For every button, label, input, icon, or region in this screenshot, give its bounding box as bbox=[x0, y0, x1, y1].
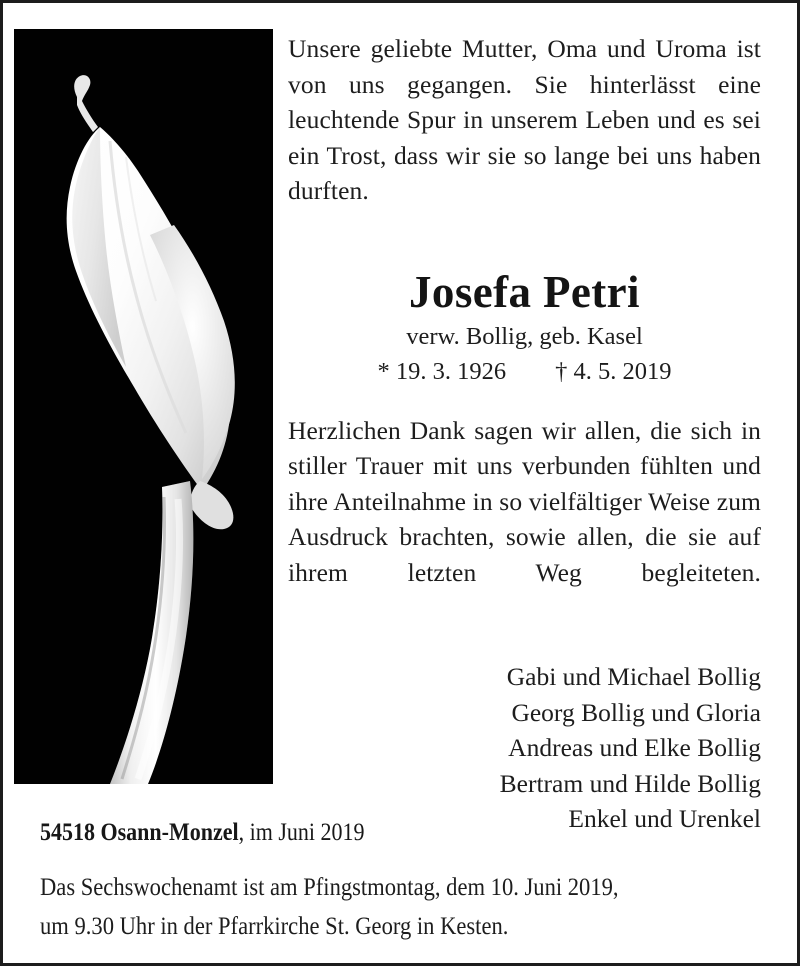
service-note bbox=[40, 867, 759, 945]
place-name: 54518 Osann-Monzel bbox=[40, 819, 239, 846]
thanks-paragraph: Herzlichen Dank sagen wir allen, die sich in stiller Trauer mit uns verbunden fühlten und ihre Anteilnahme in so vielfältiger Weise zum Ausdruck brachten, sowie allen, die sie auf ihrem letzten Weg begleiteten. bbox=[288, 415, 761, 587]
deceased-name: Josefa Petri bbox=[409, 266, 640, 317]
list-item: Gabi und Michael Bollig bbox=[506, 662, 761, 692]
maiden-name: verw. Bollig, geb. Kasel bbox=[406, 322, 643, 350]
text-column bbox=[288, 29, 761, 837]
service-line: Das Sechswochenamt ist am Pfingstmontag, dem 10. Juni 2019, bbox=[40, 872, 619, 901]
place-date-line bbox=[40, 818, 674, 848]
life-dates: * 19. 3. 1926 † 4. 5. 2019 bbox=[377, 357, 672, 385]
list-item: Bertram und Hilde Bollig bbox=[499, 768, 761, 798]
service-line: um 9.30 Uhr in der Pfarrkirche St. Georg in Kesten. bbox=[40, 911, 509, 940]
name-block bbox=[288, 266, 761, 387]
list-item: Georg Bollig und Gloria bbox=[511, 697, 761, 727]
calla-lily-photo bbox=[14, 29, 273, 784]
lily-stage bbox=[14, 29, 273, 784]
footer-block bbox=[40, 818, 760, 945]
family-list bbox=[288, 659, 761, 837]
intro-paragraph: Unsere geliebte Mutter, Oma und Uroma ist von uns gegangen. Sie hinterlässt eine leuchtende Spur in unserem Leben und es sei ein Trost, dass wir sie so lange bei uns haben durften. bbox=[288, 34, 761, 206]
place-date-suffix: , im Juni 2019 bbox=[238, 819, 365, 846]
list-item: Andreas und Elke Bollig bbox=[508, 733, 761, 763]
calla-lily-illustration bbox=[14, 29, 273, 784]
list-item: Enkel und Urenkel bbox=[568, 804, 761, 834]
